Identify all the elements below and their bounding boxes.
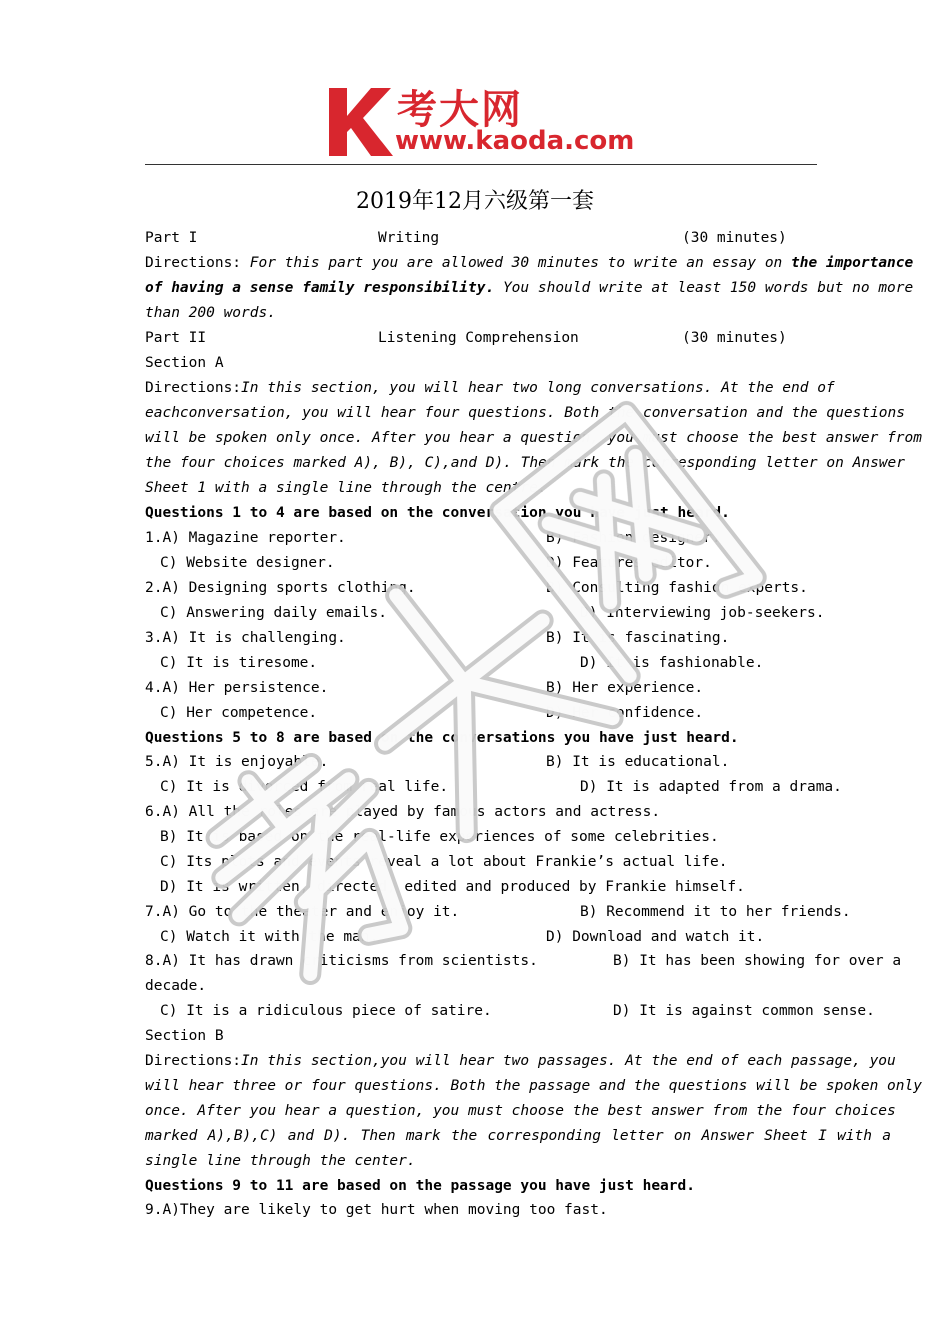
- question-option: C) It is divorced from real life.: [160, 779, 449, 795]
- question-option: 4.A) Her persistence.: [145, 680, 329, 696]
- k-logo-icon: [325, 80, 395, 160]
- section-a-directions-line3: will be spoken only once. After you hear a question, you must choose the best answer from: [145, 430, 922, 446]
- directions-text: In this section, you will hear two long conversations. At the end of: [241, 380, 835, 396]
- question-option: 6.A) All the roles are played by famous actors and actress.: [145, 804, 661, 820]
- question-option: C) It is a ridiculous piece of satire.: [160, 1003, 492, 1019]
- question-option: C) Answering daily emails.: [160, 605, 387, 621]
- directions-label: Directions:: [145, 1053, 242, 1069]
- question-option: 3.A) It is challenging.: [145, 630, 346, 646]
- question-option: D) Features editor.: [546, 555, 712, 571]
- document-title: 2019年12月六级第一套: [356, 189, 594, 214]
- part1-directions-line3: than 200 words.: [145, 305, 276, 321]
- question-option: D) Her confidence.: [546, 705, 704, 721]
- question-option: D) It is adapted from a drama.: [580, 779, 842, 795]
- part2-time: (30 minutes): [682, 330, 787, 346]
- question-option: 5.A) It is enjoyable.: [145, 754, 329, 770]
- question-option-cont: decade.: [145, 978, 207, 994]
- header-divider: [145, 164, 817, 165]
- logo-name: 考大网: [397, 87, 523, 133]
- directions-label: Directions:: [145, 380, 242, 396]
- question-option: C) Her competence.: [160, 705, 318, 721]
- section-b-directions-line1: [145, 1051, 896, 1071]
- question-option: B) It is educational.: [546, 754, 730, 770]
- part1-time: (30 minutes): [682, 230, 787, 246]
- question-option: B) It is based on the real-life experiences of some celebrities.: [160, 829, 719, 845]
- part2-label: Part II: [145, 330, 207, 346]
- question-option: D) Interviewing job-seekers.: [580, 605, 825, 621]
- question-group-heading: Questions 5 to 8 are based on the conversations you have just heard.: [145, 730, 739, 746]
- section-b-directions-line3: once. After you hear a question, you must choose the best answer from the four choices: [145, 1103, 896, 1119]
- directions-text: For this part you are allowed 30 minutes to write an essay on: [249, 255, 783, 271]
- question-option: 2.A) Designing sports clothing.: [145, 580, 416, 596]
- question-option: 1.A) Magazine reporter.: [145, 530, 346, 546]
- question-option: B) It has been showing for over a: [613, 953, 902, 969]
- section-b-directions-line4: marked A),B),C) and D). Then mark the corresponding letter on Answer Sheet I with a: [145, 1128, 891, 1144]
- question-option: D) It is written, directed, edited and produced by Frankie himself.: [160, 879, 745, 895]
- section-b-directions-line5: single line through the center.: [145, 1153, 416, 1169]
- question-option: D) It is fashionable.: [580, 655, 764, 671]
- part1-directions-line1: [145, 253, 913, 273]
- question-option: C) It is tiresome.: [160, 655, 318, 671]
- essay-topic: the importance: [791, 255, 914, 271]
- question-option: B) It is fascinating.: [546, 630, 730, 646]
- section-a-directions-line2: eachconversation, you will hear four questions. Both the conversation and the questions: [145, 405, 905, 421]
- directions-text: In this section,you will hear two passages. At the end of each passage, you: [241, 1053, 896, 1069]
- section-b-directions-line2: will hear three or four questions. Both the passage and the questions will be spoken only: [145, 1078, 922, 1094]
- section-a-title: Section A: [145, 355, 224, 371]
- section-a-directions-line5: Sheet 1 with a single line through the centre.: [145, 480, 547, 496]
- question-option: B) Recommend it to her friends.: [580, 904, 851, 920]
- part1-directions-line2: [145, 278, 913, 298]
- directions-label: Directions:: [145, 255, 242, 271]
- logo-url: www.kaoda.com: [395, 126, 635, 156]
- question-option: D) It is against common sense.: [613, 1003, 875, 1019]
- directions-text: You should write at least 150 words but no more: [502, 280, 914, 296]
- section-b-title: Section B: [145, 1028, 224, 1044]
- question-option: C) Watch it with the man.: [160, 929, 379, 945]
- essay-topic-cont: of having a sense family responsibility.: [145, 280, 495, 296]
- question-option: C) Website designer.: [160, 555, 335, 571]
- section-a-directions-line1: [145, 378, 835, 398]
- question-group-heading: Questions 1 to 4 are based on the conversation you have just heard.: [145, 505, 730, 521]
- part1-name: Writing: [378, 230, 440, 246]
- question-option: 9.A)They are likely to get hurt when moving too fast.: [145, 1202, 608, 1218]
- question-option: B) Consulting fashion experts.: [546, 580, 808, 596]
- question-option: B) Her experience.: [546, 680, 704, 696]
- part1-label: Part I: [145, 230, 198, 246]
- question-option: D) Download and watch it.: [546, 929, 765, 945]
- question-option: C) Its plots and events reveal a lot about Frankie’s actual life.: [160, 854, 728, 870]
- question-option: 8.A) It has drawn criticisms from scientists.: [145, 953, 538, 969]
- question-option: B) Fashion designer.: [546, 530, 721, 546]
- question-option: 7.A) Go to the theater and enjoy it.: [145, 904, 460, 920]
- section-a-directions-line4: the four choices marked A), B), C),and D). Then mark the corresponding letter on Answer: [145, 455, 905, 471]
- question-group-heading: Questions 9 to 11 are based on the passage you have just heard.: [145, 1178, 695, 1194]
- part2-name: Listening Comprehension: [378, 330, 579, 346]
- kaoda-logo: [325, 80, 645, 160]
